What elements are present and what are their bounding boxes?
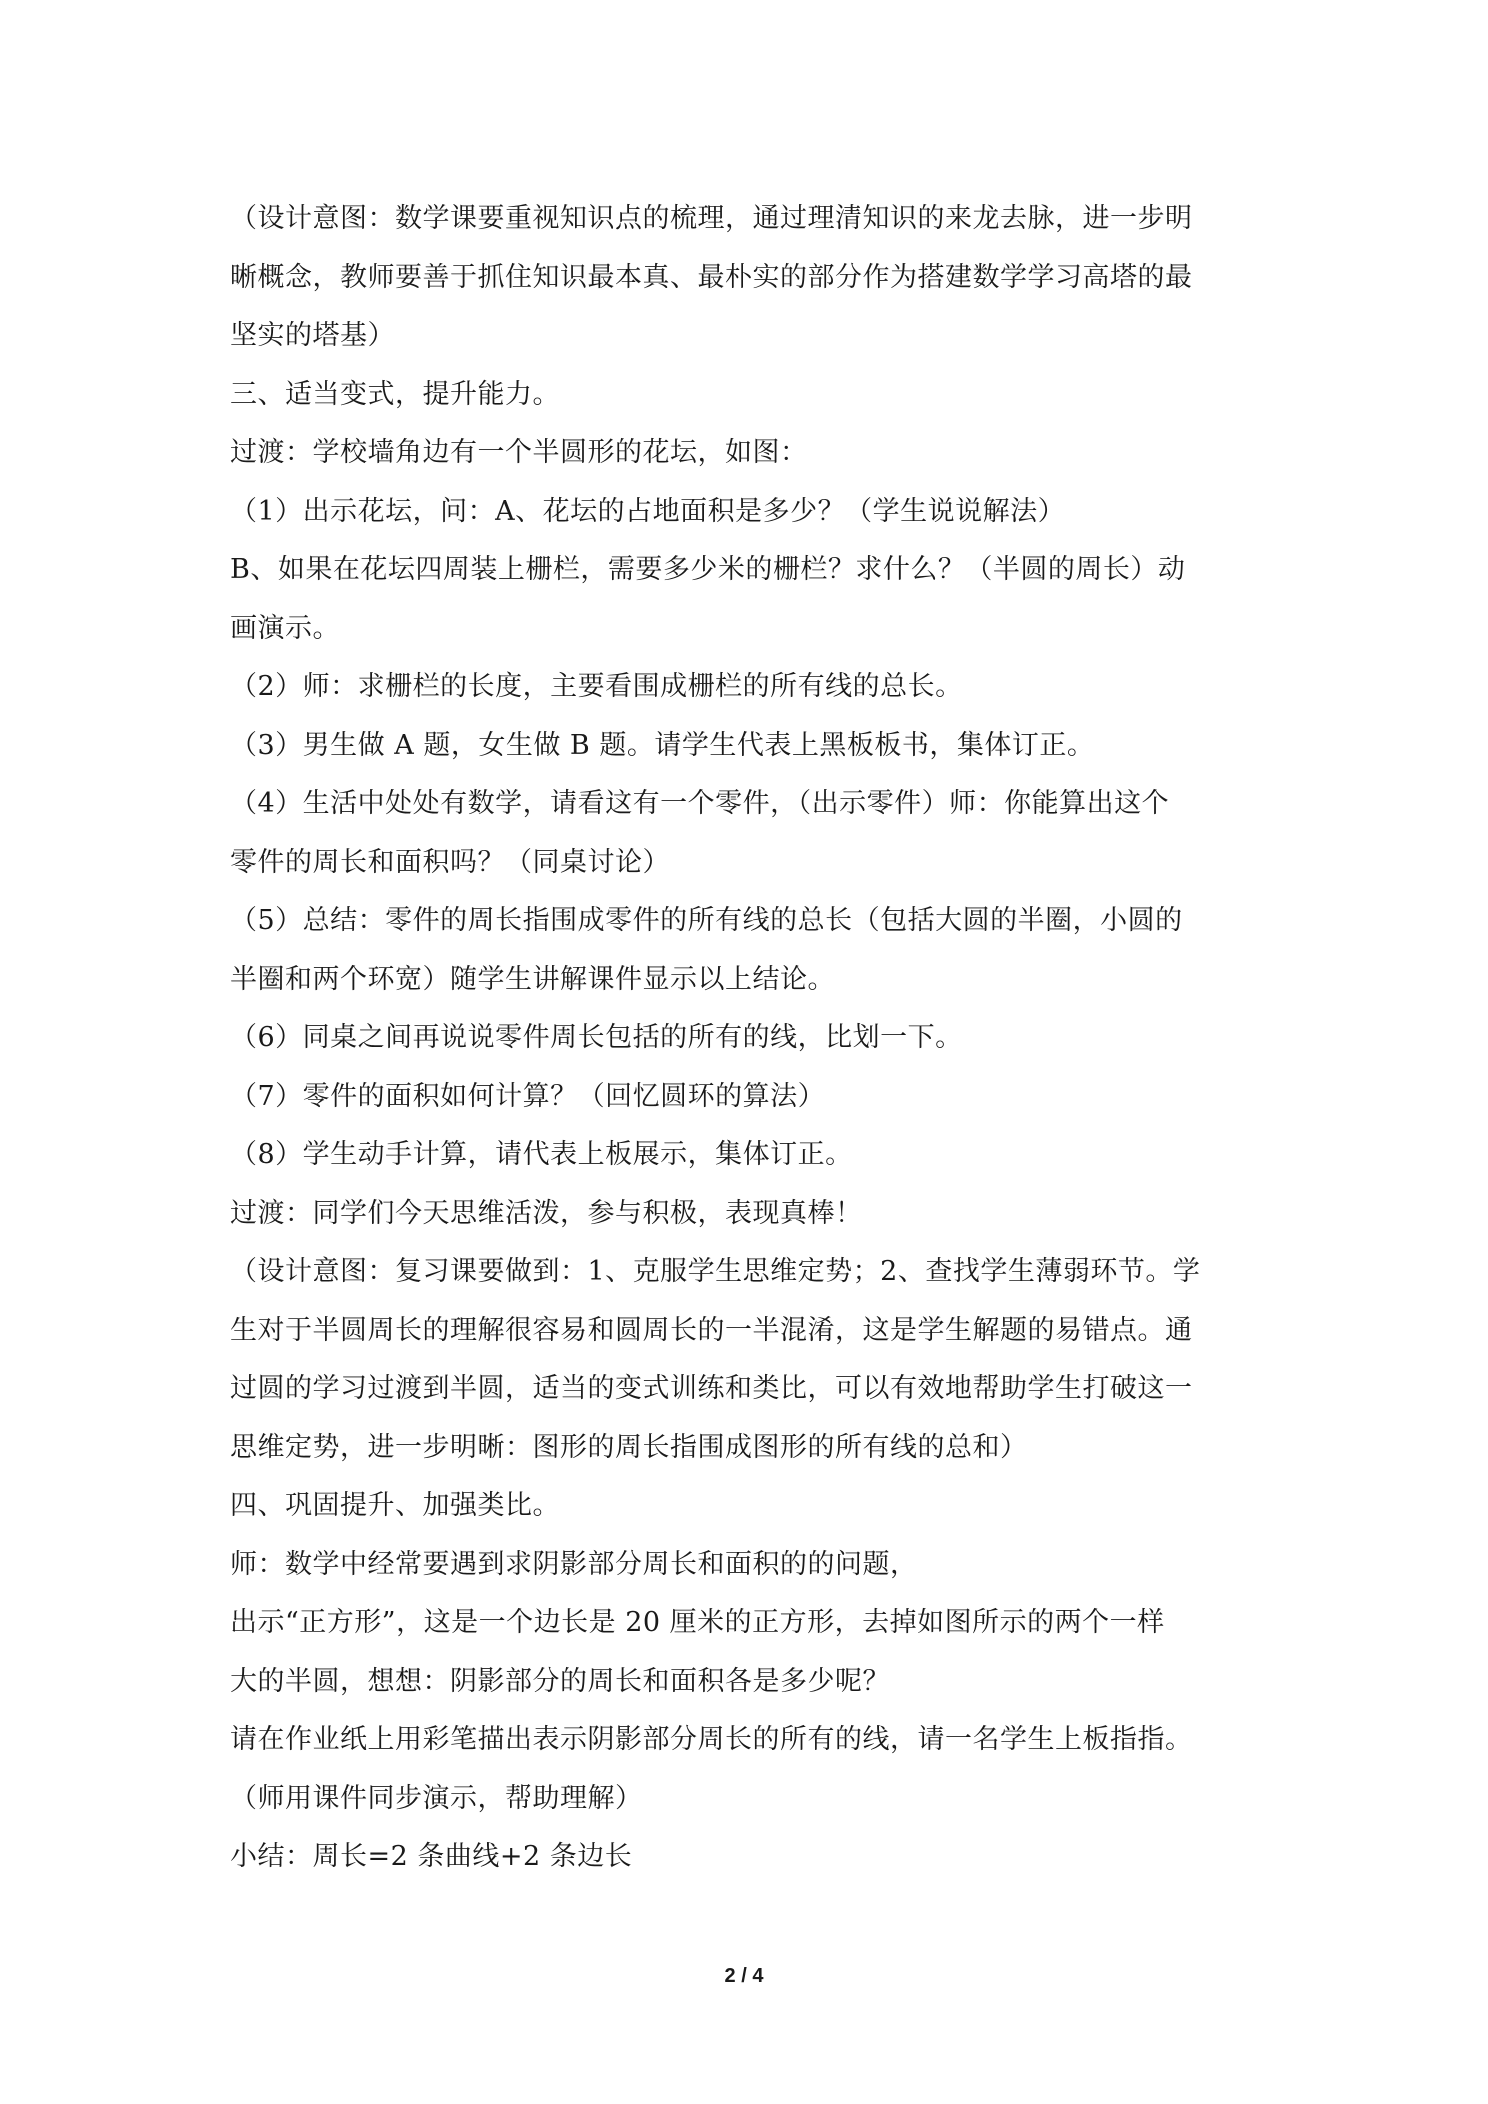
- text-line: 师：数学中经常要遇到求阴影部分周长和面积的的问题，: [230, 1548, 918, 1580]
- text-line: （4）生活中处处有数学，请看这有一个零件，（出示零件）师：你能算出这个: [230, 788, 1170, 819]
- text-line: 大的半圆，想想：阴影部分的周长和面积各是多少呢？: [230, 1665, 890, 1697]
- text-line: 半圈和两个环宽）随学生讲解课件显示以上结论。: [230, 963, 835, 995]
- text-line: 过渡：学校墙角边有一个半圆形的花坛，如图：: [230, 437, 808, 468]
- text-line: 思维定势，进一步明晰：图形的周长指围成图形的所有线的总和）: [230, 1431, 1028, 1463]
- text-line: 晰概念，教师要善于抓住知识最本真、最朴实的部分作为搭建数学学习高塔的最: [230, 261, 1193, 293]
- section-heading: 三、适当变式，提升能力。: [230, 378, 560, 410]
- text-line: 小结：周长=2 条曲线+2 条边长: [230, 1841, 633, 1872]
- text-line: 画演示。: [230, 612, 340, 644]
- text-line: （8）学生动手计算，请代表上板展示，集体订正。: [230, 1139, 853, 1170]
- document-body: [230, 190, 1270, 1887]
- text-line: 过渡：同学们今天思维活泼，参与积极，表现真棒！: [230, 1197, 863, 1229]
- page-number: 2 / 4: [724, 1965, 764, 1987]
- text-line: 过圆的学习过渡到半圆，适当的变式训练和类比，可以有效地帮助学生打破这一: [230, 1373, 1193, 1404]
- text-line: （3）男生做 A 题，女生做 B 题。请学生代表上黑板板书，集体订正。: [230, 729, 1095, 761]
- text-line: 坚实的塔基）: [230, 320, 395, 351]
- text-line: （2）师：求栅栏的长度，主要看围成栅栏的所有线的总长。: [230, 671, 963, 702]
- text-line: （设计意图：数学课要重视知识点的梳理，通过理清知识的来龙去脉，进一步明: [230, 203, 1193, 234]
- text-line: （设计意图：复习课要做到：1、克服学生思维定势；2、查找学生薄弱环节。学: [230, 1256, 1201, 1287]
- text-line: （1）出示花坛，问：A、花坛的占地面积是多少？（学生说说解法）: [230, 495, 1066, 527]
- text-line: 生对于半圆周长的理解很容易和圆周长的一半混淆，这是学生解题的易错点。通: [230, 1314, 1193, 1346]
- text-line: （7）零件的面积如何计算？（回忆圆环的算法）: [230, 1080, 826, 1112]
- text-line: 请在作业纸上用彩笔描出表示阴影部分周长的所有的线，请一名学生上板指指。: [230, 1724, 1193, 1755]
- text-line: （6）同桌之间再说说零件周长包括的所有的线，比划一下。: [230, 1022, 963, 1053]
- section-heading: 四、巩固提升、加强类比。: [230, 1490, 560, 1521]
- text-line: 零件的周长和面积吗？（同桌讨论）: [230, 846, 670, 878]
- text-line: B、如果在花坛四周装上栅栏，需要多少米的栅栏？求什么？（半圆的周长）动: [230, 554, 1186, 585]
- text-line: 出示“正方形”，这是一个边长是 20 厘米的正方形，去掉如图所示的两个一样: [230, 1607, 1165, 1638]
- text-line: （师用课件同步演示，帮助理解）: [230, 1782, 643, 1814]
- text-line: （5）总结：零件的周长指围成零件的所有线的总长（包括大圆的半圈，小圆的: [230, 905, 1183, 936]
